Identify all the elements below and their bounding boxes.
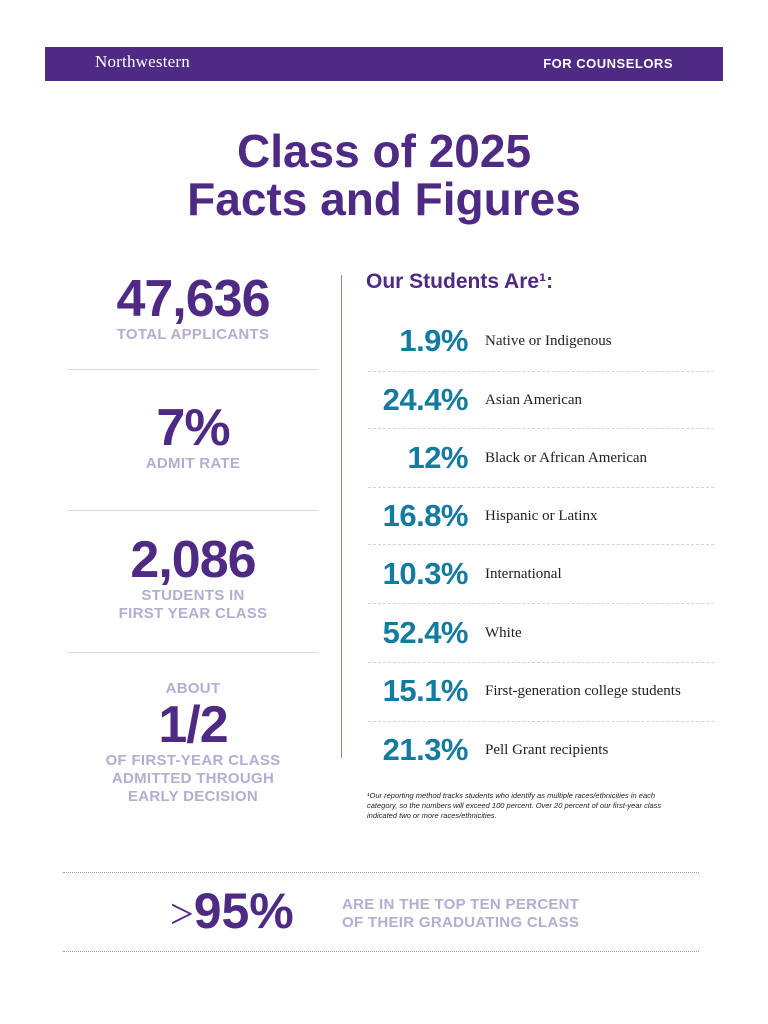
- stat-description: Pell Grant recipients: [485, 742, 609, 758]
- page-title: [0, 127, 768, 223]
- dashed-divider: [368, 487, 714, 488]
- top-ten-label-1: ARE IN THE TOP TEN PERCENT: [342, 896, 580, 913]
- class-size-label-1: STUDENTS IN: [141, 587, 245, 604]
- divider: [68, 369, 318, 370]
- stat-row: [360, 730, 714, 770]
- footnote: ¹Our reporting method tracks students who identify as multiple races/ethnicities in each category, so the numbers will exceed 100 percent. Over 20 percent of our first-year class indicated two or more races/ethnicities.: [367, 791, 662, 820]
- stat-percent: 21.3%: [382, 732, 468, 767]
- class-size-label-2: FIRST YEAR CLASS: [118, 605, 268, 622]
- class-size-value: 2,086: [130, 531, 256, 589]
- stat-description: Asian American: [485, 392, 583, 408]
- stat-percent: 12%: [407, 440, 468, 475]
- northwestern-logo: Northwestern: [95, 52, 190, 71]
- stat-description: Black or African American: [485, 450, 648, 466]
- admit-rate-label: ADMIT RATE: [145, 455, 241, 472]
- stat-percent: 16.8%: [382, 498, 468, 533]
- dashed-divider: [368, 603, 714, 604]
- applicants-label: TOTAL APPLICANTS: [116, 326, 270, 343]
- dotted-divider: [63, 951, 699, 952]
- stat-percent: 10.3%: [382, 556, 468, 591]
- early-value: 1/2: [158, 696, 228, 754]
- stat-row: [360, 613, 714, 653]
- students-title: Our Students Are¹:: [366, 270, 554, 293]
- dashed-divider: [368, 544, 714, 545]
- title-line-1: Class of 2025: [236, 125, 532, 177]
- stat-percent: 15.1%: [382, 673, 468, 708]
- for-counselors-label: FOR COUNSELORS: [543, 56, 673, 71]
- stat-row: [360, 554, 714, 594]
- stat-percent: 1.9%: [399, 323, 468, 358]
- stat-early-decision: [68, 680, 318, 806]
- stat-description: Hispanic or Latinx: [485, 508, 598, 524]
- top-ten-label: [342, 896, 579, 932]
- stat-admit-rate: [68, 401, 318, 473]
- title-line-2: Facts and Figures: [187, 173, 581, 225]
- stat-row: [360, 321, 714, 361]
- early-pre-label: ABOUT: [165, 680, 221, 697]
- stat-description: International: [485, 566, 562, 582]
- header-bar: [45, 47, 723, 81]
- stat-row: [360, 496, 714, 536]
- top-ten-label-2: OF THEIR GRADUATING CLASS: [342, 914, 580, 931]
- stat-row: [360, 438, 714, 478]
- early-label-2: ADMITTED THROUGH: [111, 770, 275, 787]
- divider: [68, 510, 318, 511]
- admit-rate-value: 7%: [156, 399, 230, 457]
- stat-description: Native or Indigenous: [485, 333, 612, 349]
- stat-percent: 24.4%: [382, 382, 468, 417]
- stat-class-size: [68, 533, 318, 623]
- stat-description: White: [485, 625, 522, 641]
- column-divider: [341, 275, 342, 758]
- top-ten-value: [170, 883, 294, 943]
- early-label-1: OF FIRST-YEAR CLASS: [105, 752, 281, 769]
- stat-percent: 52.4%: [382, 615, 468, 650]
- stat-row: [360, 380, 714, 420]
- greater-than-symbol: >: [170, 892, 194, 938]
- dotted-divider: [63, 872, 699, 873]
- applicants-value: 47,636: [116, 270, 270, 328]
- divider: [68, 652, 318, 653]
- stat-row: [360, 671, 714, 711]
- dashed-divider: [368, 662, 714, 663]
- dashed-divider: [368, 428, 714, 429]
- top-ten-percent: 95%: [193, 883, 294, 939]
- early-label-3: EARLY DECISION: [127, 788, 259, 805]
- stat-applicants: [68, 272, 318, 344]
- dashed-divider: [368, 721, 714, 722]
- stat-description: First-generation college students: [485, 683, 681, 699]
- dashed-divider: [368, 371, 714, 372]
